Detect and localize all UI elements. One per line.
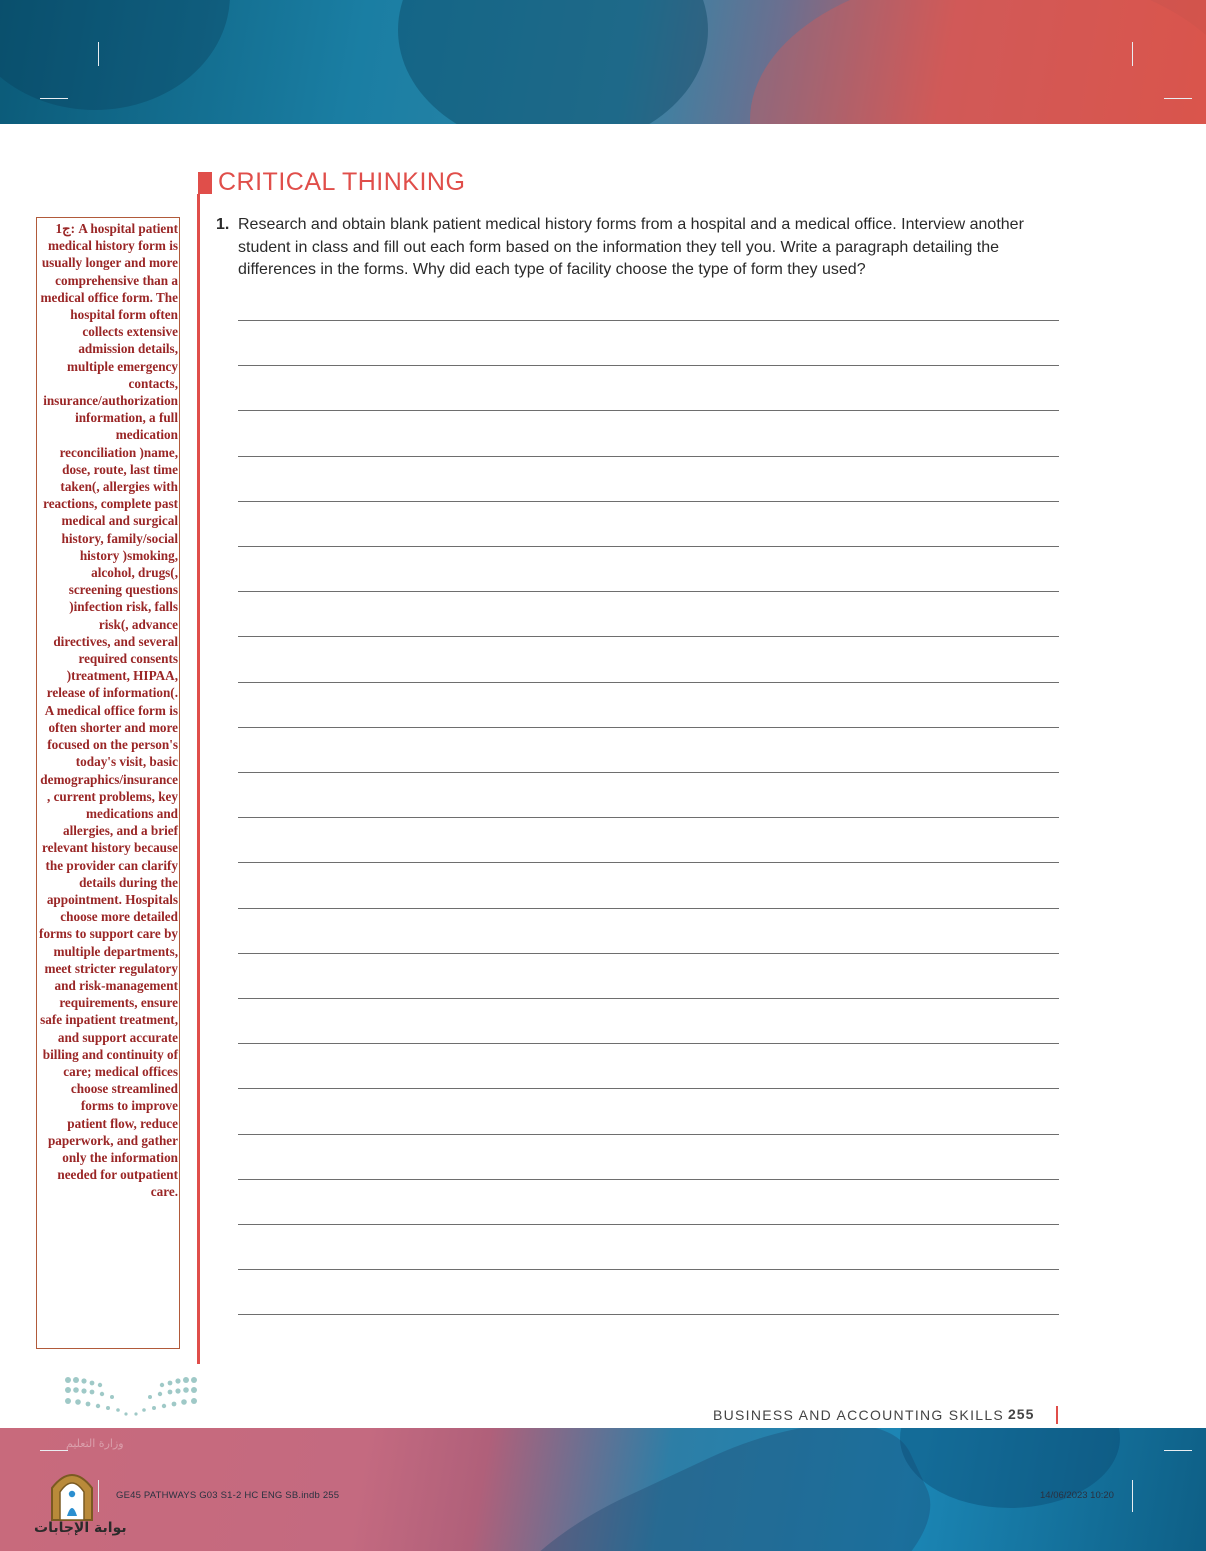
writing-line (238, 636, 1059, 637)
crop-mark (1132, 42, 1133, 66)
footer-divider (1056, 1406, 1058, 1424)
question-number: 1. (216, 216, 230, 233)
slug-file-info: GE45 PATHWAYS G03 S1-2 HC ENG SB.indb 255 (116, 1490, 340, 1501)
writing-line (238, 953, 1059, 954)
footer-label: BUSINESS AND ACCOUNTING SKILLS (713, 1407, 1005, 1423)
writing-line (238, 727, 1059, 728)
banner-bubble-3 (750, 0, 1206, 124)
writing-line (238, 1314, 1059, 1315)
top-banner (0, 0, 1206, 124)
writing-line (238, 501, 1059, 502)
writing-line (238, 546, 1059, 547)
writing-line (238, 456, 1059, 457)
slug-divider (1132, 1480, 1133, 1512)
banner-bubble-4 (459, 1428, 960, 1551)
section-title: CRITICAL THINKING (218, 168, 466, 196)
slug-datetime: 14/06/2023 10:20 (1040, 1490, 1114, 1501)
writing-line (238, 320, 1059, 321)
writing-line (238, 1179, 1059, 1180)
writing-line (238, 591, 1059, 592)
answer-text: ج1: A hospital patient medical history form is usually longer and more comprehensive than a medical office form. The hospital form often collects extensive admission details, multiple emergency contacts, insurance/authorization information, a full medication reconciliation )name, dose, route, last time taken(, allergies with reactions, complete past medical and surgical history, family/social history )smoking, alcohol, drugs(, screening questions )infection risk, falls risk(, advance directives, and several required consents )treatment, HIPAA, release of information(. A medical office form is often shorter and more focused on the person's today's visit, basic demographics/insurance, current problems, key medications and allergies, and a brief relevant history because the provider can clarify details during the appointment. Hospitals choose more detailed forms to support care by multiple departments, meet stricter regulatory and risk-management requirements, ensure safe inpatient treatment, and support accurate billing and continuity of care; medical offices choose streamlined forms to improve patient flow, reduce paperwork, and gather only the information needed for outpatient care. (39, 221, 178, 1200)
crop-mark (1164, 1450, 1192, 1451)
page-number: 255 (1008, 1406, 1035, 1422)
crop-mark (1164, 98, 1192, 99)
question-1 (216, 214, 1036, 282)
banner-bubble-2 (398, 0, 708, 124)
section-title-marker (198, 172, 212, 194)
writing-line (238, 410, 1059, 411)
writing-line (238, 817, 1059, 818)
site-name: بوابة الإجابات (34, 1520, 127, 1536)
writing-line (238, 1088, 1059, 1089)
writing-line (238, 682, 1059, 683)
crop-mark (40, 1450, 68, 1451)
answer-box (36, 217, 180, 1349)
ministry-watermark: وزارة التعليم (66, 1437, 124, 1450)
writing-line (238, 1269, 1059, 1270)
writing-line (238, 1224, 1059, 1225)
margin-rule (197, 194, 200, 1364)
writing-line (238, 1134, 1059, 1135)
answers-gate-logo-icon (48, 1466, 96, 1522)
writing-line (238, 1043, 1059, 1044)
writing-line (238, 998, 1059, 999)
writing-line (238, 862, 1059, 863)
question-text: Research and obtain blank patient medical history forms from a hospital and a medical office. Interview another student in class and fill out each form based on the information they tell you. Write a paragraph detailing the differences in the forms. Why did each type of facility choose the type of form they used? (238, 216, 1024, 278)
writing-line (238, 365, 1059, 366)
writing-line (238, 772, 1059, 773)
banner-bubble-1 (0, 0, 230, 110)
crop-mark (40, 98, 68, 99)
crop-mark (98, 42, 99, 66)
writing-line (238, 908, 1059, 909)
slug-divider (98, 1480, 99, 1512)
ministry-dots-logo (62, 1374, 200, 1420)
